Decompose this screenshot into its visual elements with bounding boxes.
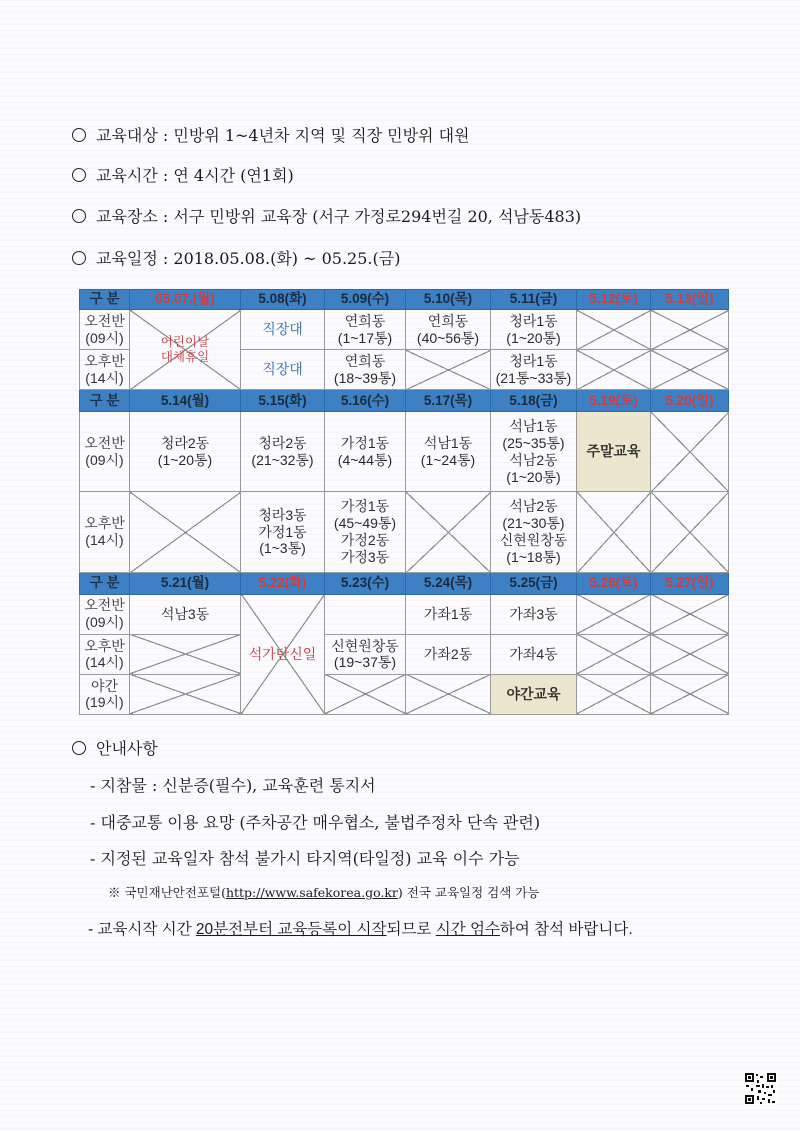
- date-header: 5.26(토): [577, 572, 651, 594]
- row-label: 오후반 (14시): [80, 634, 130, 674]
- schedule-cell: 연희동 (40~56통): [406, 310, 491, 350]
- week3-night-row: [80, 674, 729, 714]
- small-note-suffix: ) 전국 교육일정 검색 가능: [397, 885, 540, 900]
- schedule-cell: 가좌2동: [406, 634, 491, 674]
- empty-cell: [651, 492, 729, 572]
- empty-cell: [130, 634, 241, 674]
- date-header: 5.18(금): [491, 390, 577, 412]
- week2-pm-row: [80, 492, 729, 572]
- qr-code-icon: [744, 1072, 777, 1105]
- schedule-cell: 가정1동 (4~44통): [325, 412, 406, 492]
- info-value: 2018.05.08.(화) ~ 05.25.(금): [173, 249, 401, 268]
- header-label: 구 분: [80, 572, 130, 594]
- empty-cell: [325, 594, 406, 634]
- night-education-cell: 야간교육: [491, 674, 577, 714]
- info-label: 교육일정: [96, 249, 158, 268]
- schedule-cell: 석남1동 (1~24통): [406, 412, 491, 492]
- row-label: 오전반 (09시): [80, 412, 130, 492]
- row-label: 오후반 (14시): [80, 492, 130, 572]
- week1-header-row: [80, 290, 729, 310]
- week3-am-row: [80, 594, 729, 634]
- info-target: 교육대상 : 민방위 1~4년차 지역 및 직장 민방위 대원: [72, 123, 470, 146]
- info-label: 교육대상: [96, 126, 158, 145]
- circle-bullet-icon: [72, 168, 86, 182]
- week2-header-row: [80, 390, 729, 412]
- date-header: 5.23(수): [325, 572, 406, 594]
- date-header: 5.22(화): [241, 572, 325, 594]
- info-dates: 교육일정 : 2018.05.08.(화) ~ 05.25.(금): [72, 246, 400, 269]
- row-label: 오후반 (14시): [80, 350, 130, 390]
- schedule-cell: 청라1동 (21통~33통): [491, 350, 577, 390]
- info-time: 교육시간 : 연 4시간 (연1회): [72, 163, 294, 186]
- date-header: 5.19(토): [577, 390, 651, 412]
- info-label: 교육시간: [96, 166, 158, 185]
- empty-cell: [406, 674, 491, 714]
- schedule-cell: 청라1동 (1~20통): [491, 310, 577, 350]
- empty-cell: [651, 412, 729, 492]
- notice-item: - 대중교통 이용 요망 (주차공간 매우협소, 불법주정차 단속 관련): [90, 813, 541, 832]
- workplace-cell: 직장대: [241, 350, 325, 390]
- circle-bullet-icon: [72, 209, 86, 223]
- final-notice-part: 하여 참석 바랍니다.: [499, 921, 633, 938]
- circle-bullet-icon: [72, 741, 86, 755]
- schedule-cell: 연희동 (1~17통): [325, 310, 406, 350]
- empty-cell: [130, 492, 241, 572]
- week3-pm-row: [80, 634, 729, 674]
- notice-title: [72, 736, 158, 759]
- schedule-cell: 석남3동: [130, 594, 241, 634]
- info-value: 민방위 1~4년차 지역 및 직장 민방위 대원: [173, 126, 470, 145]
- date-header: 5.11(금): [491, 290, 577, 310]
- date-header: 5.13(일): [651, 290, 729, 310]
- final-notice-underlined: 시간 엄수: [435, 921, 500, 938]
- final-notice: [88, 917, 633, 939]
- empty-cell: [406, 350, 491, 390]
- date-header: 5.20(일): [651, 390, 729, 412]
- schedule-cell: 청라3동 가정1동 (1~3통): [241, 492, 325, 572]
- notice-title-text: 안내사항: [96, 739, 158, 758]
- date-header: 05.07.(월): [130, 290, 241, 310]
- empty-cell: [651, 594, 729, 634]
- schedule-cell: 가좌3동: [491, 594, 577, 634]
- empty-cell: [325, 674, 406, 714]
- weekend-education-cell: 주말교육: [577, 412, 651, 492]
- workplace-cell: 직장대: [241, 310, 325, 350]
- notice-item: - 지정된 교육일자 참석 불가시 타지역(타일정) 교육 이수 가능: [90, 849, 520, 868]
- schedule-cell: 연희동 (18~39통): [325, 350, 406, 390]
- schedule-table: [79, 289, 729, 715]
- empty-cell: [577, 674, 651, 714]
- schedule-cell: 석남2동 (21~30통) 신현원창동 (1~18통): [491, 492, 577, 572]
- week3-header-row: [80, 572, 729, 594]
- date-header: 5.10(목): [406, 290, 491, 310]
- date-header: 5.27(일): [651, 572, 729, 594]
- holiday-cell: 석가탄신일: [241, 594, 325, 714]
- info-value: 서구 민방위 교육장 (서구 가정로294번길 20, 석남동483): [173, 207, 582, 226]
- final-notice-part: 되므로: [386, 921, 436, 938]
- empty-cell: [651, 674, 729, 714]
- empty-cell: [651, 634, 729, 674]
- empty-cell: [577, 310, 651, 350]
- empty-cell: [651, 310, 729, 350]
- date-header: 5.24(목): [406, 572, 491, 594]
- date-header: 5.15(화): [241, 390, 325, 412]
- header-label: 구 분: [80, 290, 130, 310]
- row-label: 오전반 (09시): [80, 594, 130, 634]
- notice-item: - 지참물 : 신분증(필수), 교육훈련 통지서: [90, 776, 376, 795]
- holiday-cell: 어린이날 대체휴일: [130, 310, 241, 390]
- schedule-cell: 가좌1동: [406, 594, 491, 634]
- date-header: 5.14(월): [130, 390, 241, 412]
- info-place: 교육장소 : 서구 민방위 교육장 (서구 가정로294번길 20, 석남동483): [72, 204, 581, 227]
- week2-am-row: [80, 412, 729, 492]
- empty-cell: [651, 350, 729, 390]
- date-header: 5.09(수): [325, 290, 406, 310]
- week1-am-row: [80, 310, 729, 350]
- portal-link[interactable]: http://www.safekorea.go.kr: [225, 885, 398, 900]
- schedule-cell: 가정1동 (45~49통) 가정2동 가정3동: [325, 492, 406, 572]
- small-note: [108, 883, 539, 901]
- schedule-cell: 청라2동 (1~20통): [130, 412, 241, 492]
- empty-cell: [577, 350, 651, 390]
- empty-cell: [577, 594, 651, 634]
- empty-cell: [577, 492, 651, 572]
- empty-cell: [577, 634, 651, 674]
- date-header: 5.08(화): [241, 290, 325, 310]
- final-notice-part: - 교육시작 시간: [88, 921, 196, 938]
- row-label: 오전반 (09시): [80, 310, 130, 350]
- date-header: 5.16(수): [325, 390, 406, 412]
- date-header: 5.21(월): [130, 572, 241, 594]
- schedule-cell: 가좌4동: [491, 634, 577, 674]
- schedule-cell: 청라2동 (21~32통): [241, 412, 325, 492]
- schedule-cell: 신현원창동 (19~37통): [325, 634, 406, 674]
- date-header: 5.12(토): [577, 290, 651, 310]
- date-header: 5.17(목): [406, 390, 491, 412]
- date-header: 5.25(금): [491, 572, 577, 594]
- empty-cell: [406, 492, 491, 572]
- header-label: 구 분: [80, 390, 130, 412]
- small-note-prefix: ※ 국민재난안전포털(: [108, 885, 226, 900]
- schedule-cell: 석남1동 (25~35통) 석남2동 (1~20통): [491, 412, 577, 492]
- row-label: 야간 (19시): [80, 674, 130, 714]
- info-value: 연 4시간 (연1회): [173, 166, 294, 185]
- final-notice-underlined: 20분전부터 교육등록이 시작: [195, 921, 387, 938]
- empty-cell: [130, 674, 241, 714]
- circle-bullet-icon: [72, 128, 86, 142]
- circle-bullet-icon: [72, 251, 86, 265]
- info-label: 교육장소: [96, 207, 158, 226]
